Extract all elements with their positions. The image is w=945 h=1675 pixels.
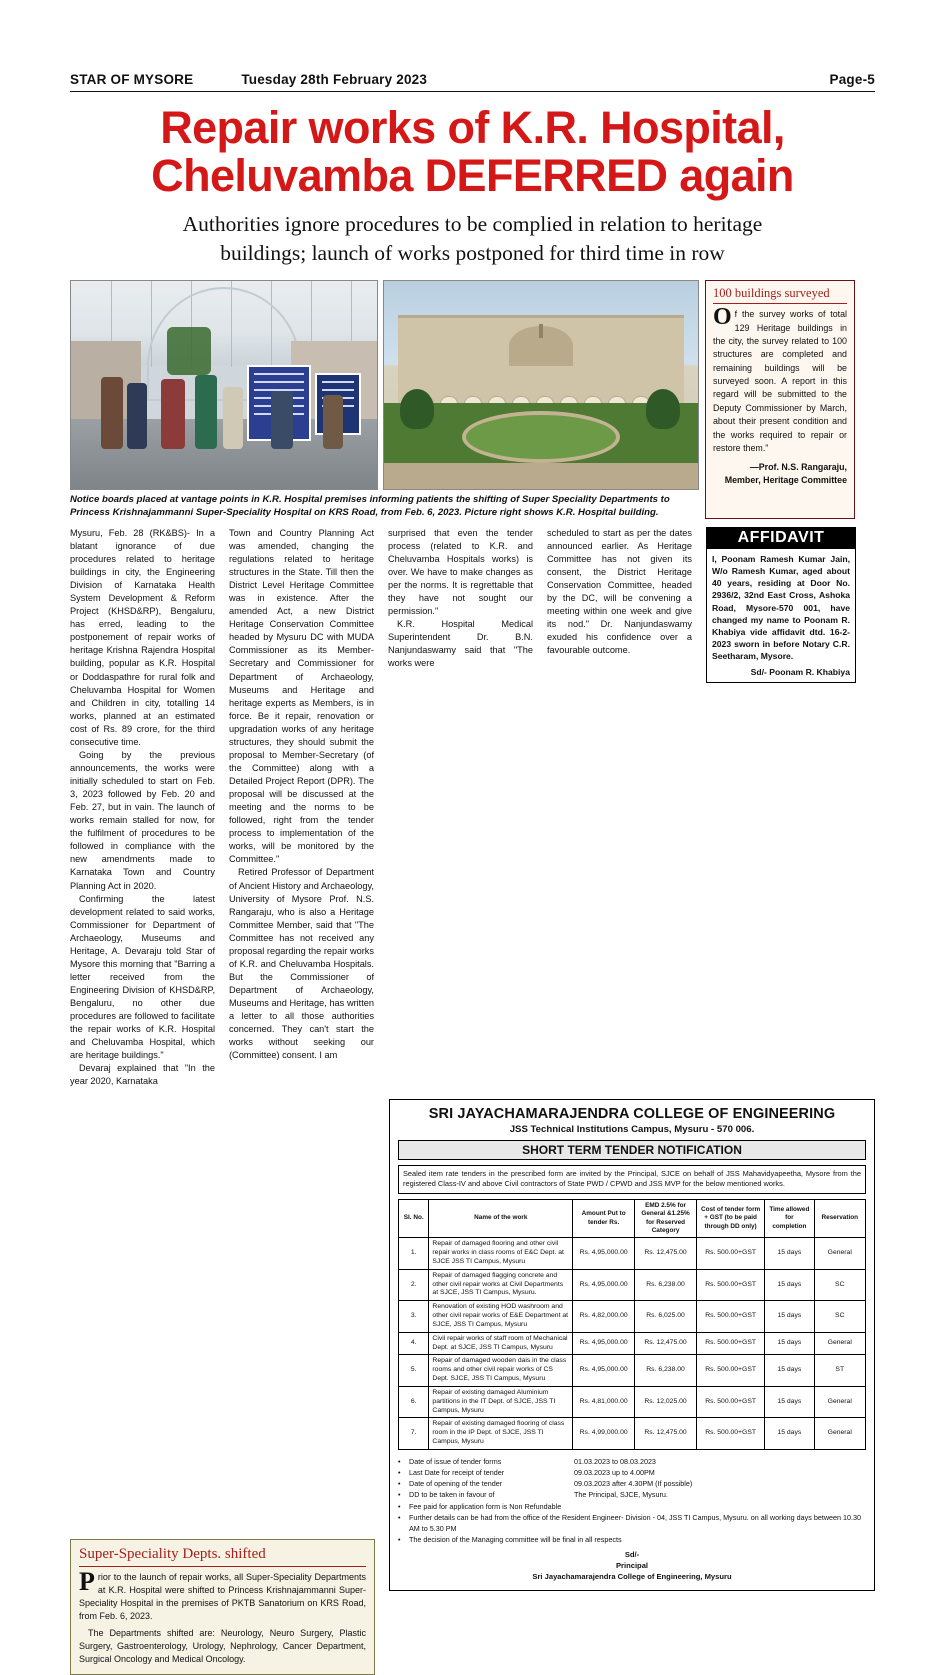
cell-work: Civil repair works of staff room of Mechanical Dept. at SJCE, JSS TI Campus, Mysuru — [429, 1332, 573, 1355]
note-value: 09.03.2023 after 4.30PM (If possible) — [574, 1479, 693, 1489]
bullet-icon: • — [398, 1456, 401, 1466]
cell-amount: Rs. 4,82,000.00 — [573, 1301, 635, 1332]
note-label: The decision of the Managing committee will be final in all respects — [409, 1534, 622, 1544]
sign-college: Sri Jayachamarajendra College of Engineering, Mysuru — [532, 1572, 732, 1582]
paragraph: Devaraj explained that "In the year 2020, Karnataka — [70, 1063, 215, 1087]
paragraph: surprised that even the tender process (related to K.R. and Cheluvamba Hospitals works) is over. We have to make changes as per the norms. It is regrettable that they have not sought our permission." — [388, 527, 533, 617]
note-label: Fee paid for application form is Non Refundable — [409, 1501, 562, 1511]
masthead — [70, 0, 875, 87]
col-time: Time allowed for completion — [765, 1200, 814, 1238]
photo-caption: Notice boards placed at vantage points in K.R. Hospital premises informing patients the shifting of Super Speciality Departments to Princess Krishnajammanni Super-Speciality Hospital on KRS Road, from Feb. 6, 2023. Picture right shows K.R. Hospital building. — [70, 494, 670, 518]
article-columns — [70, 527, 875, 1089]
col-amount: Amount Put to tender Rs. — [573, 1200, 635, 1238]
survey-callout-box — [705, 280, 855, 519]
cell-time: 15 days — [765, 1355, 814, 1386]
cell-sl: 5. — [399, 1355, 429, 1386]
cell-cost: Rs. 500.00+GST — [697, 1355, 765, 1386]
paragraph: Mysuru, Feb. 28 (RK&BS)- In a blatant ignorance of due procedures related to heritage buildings in city, the Engineering Division of Karnataka Health System Development & Reform Project (KHSD&RP), Bengaluru, has erred, leading to the postponement of repair works of heritage Krishna Rajendra Hospital building, popular as K.R. Hospital or Doddaspathre for rural folk and Cheluvamba Hospital for Women and Children in city, totalling 14 works, planned at an estimated cost of Rs. 89 crore, for the third consecutive time. — [70, 527, 215, 747]
tender-note — [398, 1501, 866, 1512]
cell-emd: Rs. 6,025.00 — [635, 1301, 697, 1332]
tender-college-name: SRI JAYACHAMARAJENDRA COLLEGE OF ENGINEERING — [428, 1105, 836, 1122]
affidavit-body: I, Poonam Ramesh Kumar Jain, W/o Ramesh Kumar, aged about 40 years, residing at Door No. 2936/2, 32nd East Cross, Ashoka Road, Mysore-570 001, have changed my name to Poonam R. Khabiya vide affidavit dtd. 16-2-2023 sworn in before Notary C.R. Seetharam, Mysore. — [712, 553, 850, 662]
cell-time: 15 days — [765, 1238, 814, 1269]
ss-paragraph-2: The Departments shifted are: Neurology, Neuro Surgery, Plastic Surgery, Gastroenterology, Urology, Nephrology, Cancer Department, Surgical Oncology and Medical Oncology. — [79, 1627, 366, 1664]
col-emd: EMD 2.5% for General &1.25% for Reserved Category — [635, 1200, 697, 1238]
note-label: Date of issue of tender forms — [409, 1456, 502, 1466]
ss-box-title: Super-Speciality Depts. shifted — [79, 1546, 366, 1567]
headline-line-1: Repair works of K.R. Hospital, — [160, 102, 785, 153]
bullet-icon: • — [398, 1534, 401, 1544]
note-label: Date of opening of the tender — [409, 1479, 503, 1489]
cell-work: Repair of damaged wooden dais in the class rooms and other civil repair works of CS Dept. SJCE, JSS TI Campus, Mysuru — [429, 1355, 573, 1386]
cell-reservation: General — [814, 1386, 865, 1417]
col-cost: Cost of tender form + GST (to be paid through DD only) — [697, 1200, 765, 1238]
tender-note — [398, 1512, 866, 1534]
cell-emd: Rs. 12,475.00 — [635, 1418, 697, 1449]
cell-emd: Rs. 12,475.00 — [635, 1332, 697, 1355]
cell-time: 15 days — [765, 1332, 814, 1355]
bottom-left — [70, 1099, 375, 1675]
tender-campus: JSS Technical Institutions Campus, Mysuru - 570 006. — [509, 1123, 755, 1135]
cell-work: Repair of damaged flagging concrete and other civil repair works at Civil Departments at SJCE, JSS TI Campus, Mysuru. — [429, 1269, 573, 1300]
tender-notification — [389, 1099, 875, 1592]
cell-cost: Rs. 500.00+GST — [697, 1238, 765, 1269]
tender-notes — [398, 1456, 866, 1545]
bullet-icon: • — [398, 1512, 401, 1522]
tender-intro: Sealed item rate tenders in the prescribed form are invited by the Principal, SJCE on behalf of JSS Mahavidyapeetha, Mysore from the registered Class-IV and above Civil contractors of State PWD / CPWD and JSS MVP for the below mentioned works. — [398, 1165, 866, 1194]
table-row — [399, 1386, 866, 1417]
super-speciality-box — [70, 1539, 375, 1675]
note-value: 01.03.2023 to 08.03.2023 — [574, 1456, 656, 1466]
cell-cost: Rs. 500.00+GST — [697, 1269, 765, 1300]
cell-work: Repair of damaged flooring and other civil repair works in class rooms of E&C Dept. at SJCE JSS TI Campus, Mysuru — [429, 1238, 573, 1269]
cell-amount: Rs. 4,81,000.00 — [573, 1386, 635, 1417]
cell-reservation: SC — [814, 1269, 865, 1300]
paragraph: Going by the previous announcements, the works were initially scheduled to start on Feb. 3, 2023 followed by Feb. 20 and Feb. 27, but in vain. The launch of works remain stalled for now, for the fulfilment of procedures to be followed in compliance with the new amendments made to Karnataka Town and Country Planning Act in 2020. — [70, 749, 215, 891]
cell-reservation: SC — [814, 1301, 865, 1332]
survey-box-body — [713, 304, 847, 455]
tender-note — [398, 1478, 866, 1489]
cell-amount: Rs. 4,95,000.00 — [573, 1269, 635, 1300]
cell-work: Repair of existing damaged Aluminium partitions in the IT Dept. of SJCE, JSS TI Campus, Mysuru — [429, 1386, 573, 1417]
note-value: 09.03.2023 up to 4.00PM — [574, 1468, 655, 1478]
article-column-2 — [229, 527, 374, 1089]
tender-signature — [398, 1549, 866, 1582]
affidavit-signature: Sd/- Poonam R. Khabiya — [750, 666, 850, 677]
paper-name: STAR OF MYSORE — [70, 72, 194, 87]
cell-amount: Rs. 4,95,000.00 — [573, 1355, 635, 1386]
survey-box-title: 100 buildings surveyed — [713, 286, 847, 304]
article-column-1 — [70, 527, 215, 1089]
paragraph: scheduled to start as per the dates announced earlier. As Heritage Committee has not given its consent, the District Heritage Conservation Committee, headed by the DC, will be convening a meeting within one week and give its nod." Dr. Nanjundaswamy exuded his confidence over a favourable outcome. — [547, 527, 692, 656]
table-header-row — [399, 1200, 866, 1238]
masthead-rule — [70, 91, 875, 92]
cell-emd: Rs. 6,238.00 — [635, 1355, 697, 1386]
paragraph: Retired Professor of Department of Ancient History and Archaeology, University of Mysore Prof. N.S. Rangaraju, who is also a Heritage Committee Member, said that "The Committee has not received any proposal regarding the repair works of K.R. and Cheluvamba Hospitals. But the Commissioner of Department of Archaeology, Museums and Heritage, has written a letter to all those authorities concerned. They can't start the works without seeking our (Committee) consent. I am — [229, 867, 374, 1061]
issue-date: Tuesday 28th February 2023 — [241, 72, 428, 87]
cell-emd: Rs. 12,475.00 — [635, 1238, 697, 1269]
note-label: Last Date for receipt of tender — [409, 1468, 505, 1478]
cell-work: Renovation of existing HOD washroom and other civil repair works of E&E Department at SJCE, JSS TI Campus, Mysuru — [429, 1301, 573, 1332]
cell-reservation: General — [814, 1418, 865, 1449]
survey-dropcap: O — [713, 304, 732, 331]
table-row — [399, 1355, 866, 1386]
table-row — [399, 1269, 866, 1300]
bullet-icon: • — [398, 1468, 401, 1478]
cell-cost: Rs. 500.00+GST — [697, 1332, 765, 1355]
headline — [70, 104, 875, 200]
bullet-icon: • — [398, 1501, 401, 1511]
table-row — [399, 1238, 866, 1269]
tender-bar-title: SHORT TERM TENDER NOTIFICATION — [398, 1140, 866, 1160]
cell-sl: 4. — [399, 1332, 429, 1355]
table-row — [399, 1418, 866, 1449]
survey-text: f the survey works of total 129 Heritage buildings in the city, the survey related to 100 structures are completed and remaining buildings will be surveyed soon. A report in this regard will be submitted to the Deputy Commissioner by March, about their present condition and the works required to repair or restore them." — [713, 309, 847, 453]
affidavit-column — [706, 527, 856, 1089]
table-row — [399, 1301, 866, 1332]
bullet-icon: • — [398, 1479, 401, 1489]
affidavit-title: AFFIDAVIT — [706, 527, 856, 549]
tender-note — [398, 1534, 866, 1545]
table-row — [399, 1332, 866, 1355]
cell-work: Repair of existing damaged flooring of class room in the IP Dept. of SJCE, JSS TI Campus, Mysuru — [429, 1418, 573, 1449]
note-label: Further details can be had from the office of the Resident Engineer- Division - 04, JSS TI Campus, Mysuru. on all working days between 10.30 AM to 5.30 PM — [409, 1512, 861, 1533]
cell-emd: Rs. 6,238.00 — [635, 1269, 697, 1300]
cell-reservation: General — [814, 1238, 865, 1269]
cell-cost: Rs. 500.00+GST — [697, 1386, 765, 1417]
cell-reservation: ST — [814, 1355, 865, 1386]
bottom-section — [70, 1099, 875, 1675]
note-label: DD to be taken in favour of — [409, 1490, 495, 1500]
ss-box-body — [79, 1566, 366, 1666]
paragraph: Confirming the latest development related to said works, Commissioner for Department of Archaeology, Museums and Heritage, A. Devaraju told Star of Mysore this morning that "Barring a letter received from the Engineering Division of KHSD&RP, Bengaluru, no other due procedures are followed to facilitate the repair works of K.R. Hospital and Cheluvamba Hospital, which are heritage buildings." — [70, 893, 215, 1061]
cell-sl: 7. — [399, 1418, 429, 1449]
cell-time: 15 days — [765, 1301, 814, 1332]
survey-attrib-role: Member, Heritage Committee — [724, 474, 847, 485]
tender-note — [398, 1456, 866, 1467]
cell-reservation: General — [814, 1332, 865, 1355]
subheadline — [70, 210, 875, 268]
col-work: Name of the work — [429, 1200, 573, 1238]
cell-time: 15 days — [765, 1418, 814, 1449]
photo-kr-hospital-building — [383, 280, 700, 490]
paragraph: K.R. Hospital Medical Superintendent Dr. B.N. Nanjundaswamy said that "The works were — [388, 619, 533, 669]
cell-amount: Rs. 4,95,000.00 — [573, 1332, 635, 1355]
ss-paragraph-1: rior to the launch of repair works, all Super-Speciality Departments at K.R. Hospital were shifted to Princess Krishnajammanni Super-Speciality Hospital in the premises of PKTB Sanatorium on KRS Road, from Feb. 6, 2023. — [79, 1571, 366, 1621]
cell-cost: Rs. 500.00+GST — [697, 1418, 765, 1449]
cell-amount: Rs. 4,95,000.00 — [573, 1238, 635, 1269]
subheadline-line-1: Authorities ignore procedures to be complied in relation to heritage — [182, 212, 763, 237]
survey-attrib-name: —Prof. N.S. Rangaraju, — [749, 462, 847, 473]
paragraph: Town and Country Planning Act was amended, changing the regulations related to heritage structures in the State. Till then the District Level Heritage Committee was in existence. After the amended Act, a new District Heritage Conservation Committee headed by Mysuru DC with MUDA Commissioner as its Member-Secretary and Commissioner for Department of Archaeology, Museums and Heritage and heritage experts as Members, is in force. Be it repair, renovation or upgradation works of any heritage structures, they should submit the proposal to Member-Secretary (of the Committee) along with a Detailed Project Report (DPR). The proposal will be discussed at the meeting and the norms to be followed, right from the tender process to implementation of the works, will be monitored by the Committee." — [229, 527, 374, 865]
survey-attribution — [713, 461, 847, 486]
headline-line-2: Cheluvamba DEFERRED again — [151, 150, 794, 202]
ss-dropcap: P — [79, 1566, 95, 1596]
page-number: Page-5 — [829, 72, 875, 87]
cell-sl: 2. — [399, 1269, 429, 1300]
col-sl-no: Sl. No. — [399, 1200, 429, 1238]
tender-note — [398, 1489, 866, 1500]
tender-table — [398, 1199, 866, 1450]
sign-principal: Principal — [615, 1561, 649, 1571]
cell-sl: 3. — [399, 1301, 429, 1332]
sign-sd: Sd/- — [624, 1550, 640, 1560]
cell-sl: 6. — [399, 1386, 429, 1417]
article-column-4 — [547, 527, 692, 1089]
cell-sl: 1. — [399, 1238, 429, 1269]
subheadline-line-2: buildings; launch of works postponed for third time in row — [220, 241, 725, 266]
bullet-icon: • — [398, 1490, 401, 1500]
note-value: The Principal, SJCE, Mysuru. — [574, 1490, 668, 1500]
cell-cost: Rs. 500.00+GST — [697, 1301, 765, 1332]
photo-hospital-corridor — [70, 280, 378, 490]
cell-time: 15 days — [765, 1269, 814, 1300]
affidavit-box — [706, 549, 856, 683]
photo-row — [70, 280, 875, 519]
col-reservation: Reservation — [814, 1200, 865, 1238]
tender-note — [398, 1467, 866, 1478]
cell-emd: Rs. 12,025.00 — [635, 1386, 697, 1417]
cell-amount: Rs. 4,99,000.00 — [573, 1418, 635, 1449]
article-column-3 — [388, 527, 533, 1089]
cell-time: 15 days — [765, 1386, 814, 1417]
